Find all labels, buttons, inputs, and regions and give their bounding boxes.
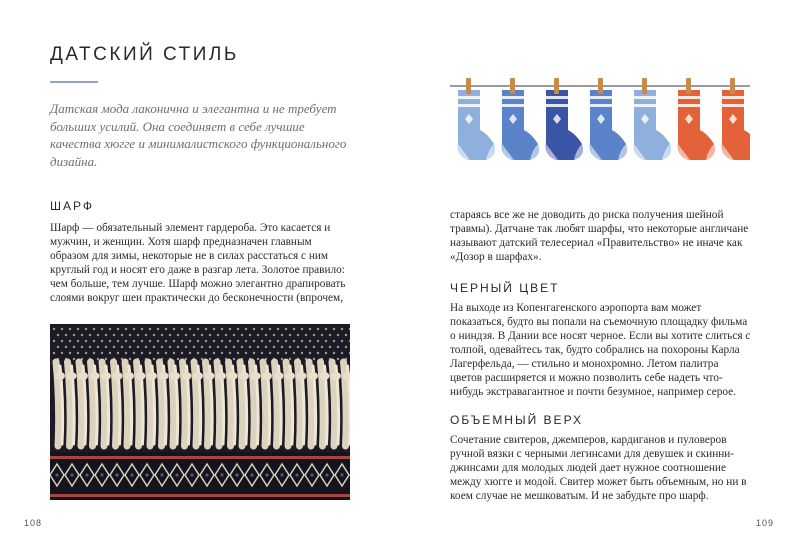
title-underline: [50, 81, 98, 83]
sock-icon: [590, 78, 627, 160]
section-heading-volume: ОБЪЕМНЫЙ ВЕРХ: [450, 413, 584, 427]
page-number-left: 108: [24, 518, 43, 528]
right-page: [400, 0, 800, 554]
scarf-fringe-photo: [50, 324, 350, 500]
section-heading-black: ЧЕРНЫЙ ЦВЕТ: [450, 281, 560, 295]
section-heading-scarf: ШАРФ: [50, 199, 94, 213]
socks-on-clothesline-icon: [450, 74, 750, 170]
scarf-fringe-image: [50, 324, 350, 500]
intro-paragraph: Датская мода лаконична и элегантна и не требует больших усилий. Она соединяет в себе лучшие качества хюгге и минималистского функционального дизайна.: [50, 101, 347, 169]
continuation-paragraph: стараясь все же не доводить до риска получения шейной травмы). Датчане так любят шарфы, что некоторые англичане называют датский телесериал «Правительство» не иначе как «Дозор в шарфах».: [450, 209, 749, 263]
socks-illustration: [450, 74, 750, 170]
sock-icon: [546, 78, 583, 160]
sock-icon: [722, 78, 750, 160]
page-number-right: 109: [756, 518, 775, 528]
page-title: ДАТСКИЙ СТИЛЬ: [50, 44, 239, 65]
sock-icon: [502, 78, 539, 160]
section-body-scarf: Шарф — обязательный элемент гардероба. Это касается и мужчин, и женщин. Хотя шарф предназначен главным образом для зимы, некоторые не в силах расстаться с ним круглый год и носят его даже в разгар лета. Золотое правило: чем больше, тем лучше. Шарф можно элегантно драпировать слоями вокруг шеи практически до бесконечности (впрочем,: [50, 222, 346, 304]
section-body-black: На выходе из Копенгагенского аэропорта вам может показаться, будто вы попали на съемочную площадку фильма о ниндзя. В Дании все носят черное. Если вы хотите слиться с толпой, одевайтесь так, будто собрались на похороны Карла Лагерфельда, — стильно и монохромно. Летом палитра цветов расширяется и можно позволить себе надеть что-нибудь экстравагантное и почти безумное, например серое.: [450, 302, 751, 398]
section-body-volume: Сочетание свитеров, джемперов, кардиганов и пуловеров ручной вязки с черными легинсами для девушек и скинни-джинсами для молодых людей дает нужное соотношение между хюгге и модой. Свитер может быть объемным, но ни в коем случае не мешковатым. И не забудьте про шарф.: [450, 434, 747, 502]
sock-icon: [678, 78, 715, 160]
sock-icon: [634, 78, 671, 160]
sock-icon: [458, 78, 495, 160]
